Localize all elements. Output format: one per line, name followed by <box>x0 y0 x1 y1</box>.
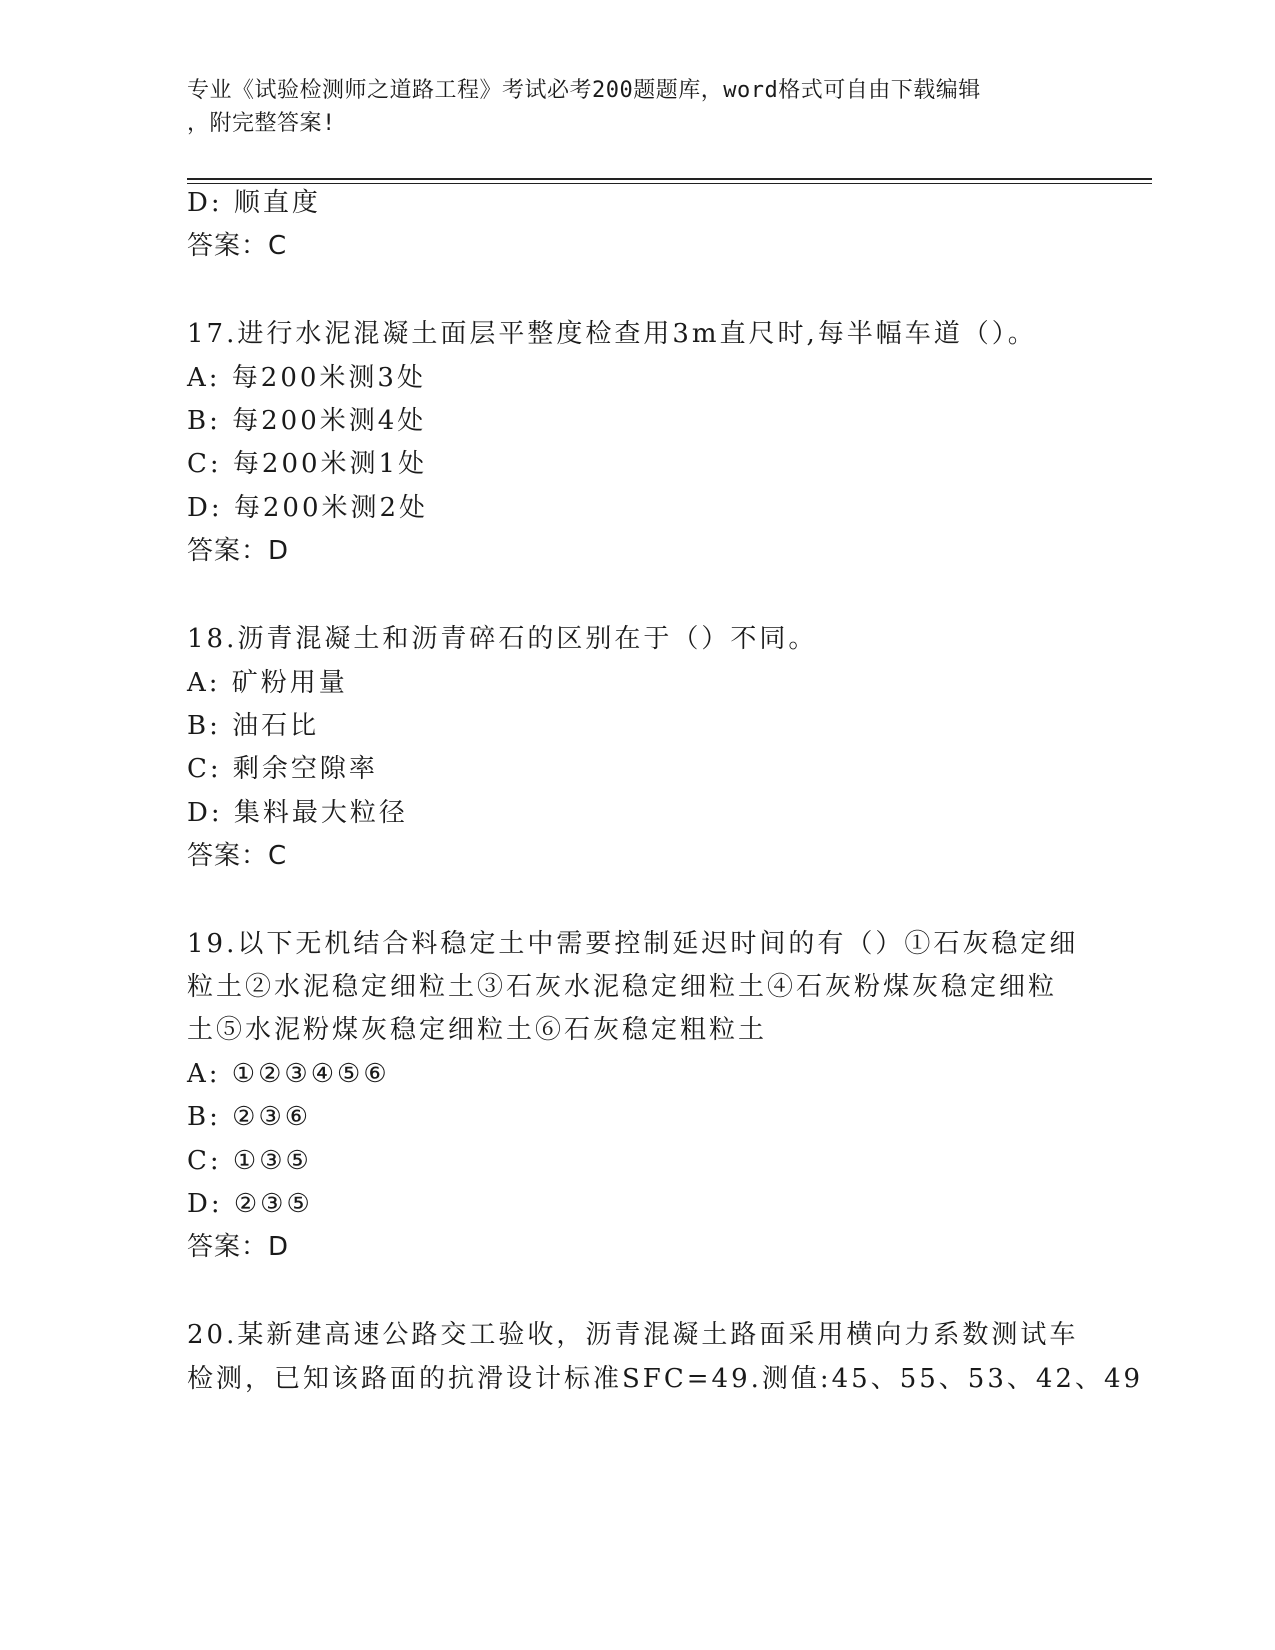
question-19-option-a: A: ①②③④⑤⑥ <box>187 1059 390 1089</box>
question-17-option-a: A: 每200米测3处 <box>187 363 426 393</box>
question-17-answer: 答案：D <box>187 536 290 566</box>
question-18-option-c: C: 剩余空隙率 <box>187 754 378 784</box>
prev-option-d: D: 顺直度 <box>187 188 321 218</box>
header-title-line: 专业《试验检测师之道路工程》考试必考200题题库，word格式可自由下载编辑 <box>187 78 981 103</box>
question-20-stem-line-1: 20.某新建高速公路交工验收，沥青混凝土路面采用横向力系数测试车 <box>187 1320 1079 1350</box>
question-18-stem: 18.沥青混凝土和沥青碎石的区别在于（）不同。 <box>187 624 818 654</box>
question-18-option-a: A: 矿粉用量 <box>187 668 348 698</box>
question-19-option-b: B: ②③⑥ <box>187 1102 312 1132</box>
question-19-stem-line-3: 土⑤水泥粉煤灰稳定细粒土⑥石灰稳定粗粒土 <box>187 1015 768 1045</box>
header-divider <box>187 178 1152 180</box>
question-17-option-b: B: 每200米测4处 <box>187 406 427 436</box>
question-17-stem: 17.进行水泥混凝土面层平整度检查用3m直尺时,每半幅车道（）。 <box>187 319 1037 349</box>
question-18-option-d: D: 集料最大粒径 <box>187 798 408 828</box>
header-divider-thin <box>187 183 1152 184</box>
question-19-option-c: C: ①③⑤ <box>187 1146 312 1176</box>
question-18-answer: 答案：C <box>187 841 288 871</box>
question-18-option-b: B: 油石比 <box>187 711 320 741</box>
header-title-line-2: ，附完整答案! <box>187 111 336 136</box>
prev-answer: 答案：C <box>187 231 288 261</box>
question-17-option-c: C: 每200米测1处 <box>187 449 428 479</box>
document-header <box>187 74 1067 140</box>
question-20-stem-line-2: 检测，已知该路面的抗滑设计标准SFC=49.测值:45、55、53、42、49 <box>187 1364 1144 1394</box>
question-19-answer: 答案：D <box>187 1232 290 1262</box>
question-17-option-d: D: 每200米测2处 <box>187 493 429 523</box>
question-19-stem-line-2: 粒土②水泥稳定细粒土③石灰水泥稳定细粒土④石灰粉煤灰稳定细粒 <box>187 972 1058 1002</box>
question-19-stem-line-1: 19.以下无机结合料稳定土中需要控制延迟时间的有（）①石灰稳定细 <box>187 929 1079 959</box>
question-19-option-d: D: ②③⑤ <box>187 1189 313 1219</box>
